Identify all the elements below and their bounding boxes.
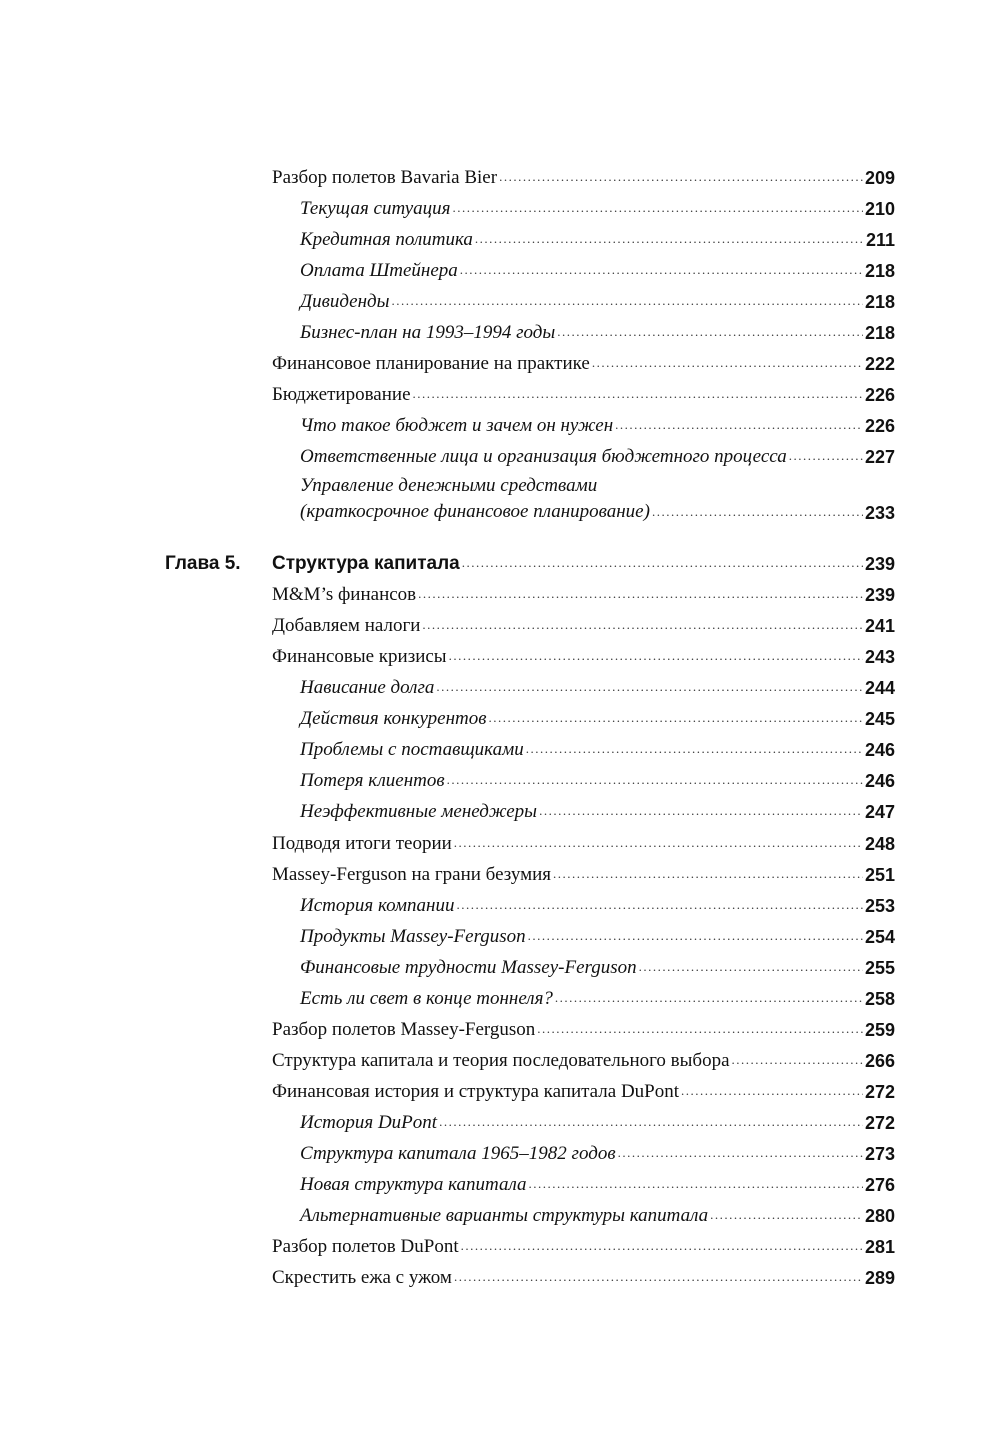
toc-entry-title: M&M’s финансов: [272, 584, 417, 605]
toc-entry-title: Разбор полетов Massey-Ferguson: [272, 1019, 536, 1040]
dot-leader: [475, 229, 864, 249]
toc-entry-title-line: Управление денежными средствами: [300, 475, 598, 496]
dot-leader: [681, 1081, 863, 1101]
toc-subentry: [300, 888, 895, 918]
toc-entry: [272, 377, 895, 407]
toc-page-number: 251: [864, 865, 895, 885]
toc-entry-title: Дивиденды: [300, 291, 390, 312]
toc-page-number: 255: [864, 958, 895, 978]
toc-page-number: 226: [864, 385, 895, 405]
toc-subentry: [300, 670, 895, 700]
toc-entry-title: Скрестить ежа с ужом: [272, 1267, 452, 1288]
dot-leader: [460, 260, 863, 280]
toc-subentry: [300, 284, 895, 314]
dot-leader: [422, 615, 863, 635]
toc-entry: [272, 857, 895, 887]
toc-subentry: [300, 222, 895, 252]
toc-entry: [272, 1043, 895, 1073]
chapter-title: Структура капитала: [272, 553, 460, 574]
toc-page-number: 266: [864, 1051, 895, 1071]
dot-leader: [436, 677, 863, 697]
toc-subentry: [300, 1198, 895, 1228]
toc-subentry: [300, 439, 895, 469]
dot-leader: [447, 770, 863, 790]
toc-page-number: 253: [864, 896, 895, 916]
toc-entry: [272, 1012, 895, 1042]
toc-page-number: 258: [864, 989, 895, 1009]
toc-page-number: 210: [864, 199, 895, 219]
dot-leader: [418, 584, 863, 604]
toc-subentry: [300, 1167, 895, 1197]
toc-subentry: [300, 794, 895, 824]
toc-page-number: 273: [864, 1144, 895, 1164]
dot-leader: [462, 553, 863, 573]
toc-entry-title: Бизнес-план на 1993–1994 годы: [300, 322, 556, 343]
toc-page-number: 281: [864, 1237, 895, 1257]
dot-leader: [499, 167, 863, 187]
toc-entry-title: Текущая ситуация: [300, 198, 451, 219]
toc-page-number: 239: [864, 585, 895, 605]
toc-page-number: 222: [864, 354, 895, 374]
toc-page-number: 218: [864, 261, 895, 281]
dot-leader: [639, 957, 863, 977]
toc-page-number: 276: [864, 1175, 895, 1195]
toc-entry-title: Потеря клиентов: [300, 770, 445, 791]
dot-leader: [413, 384, 863, 404]
dot-leader: [710, 1205, 863, 1225]
toc-subentry: [300, 701, 895, 731]
toc-entry: [272, 608, 895, 638]
dot-leader: [392, 291, 863, 311]
toc-subentry: [300, 191, 895, 221]
toc-page-number: 226: [864, 416, 895, 436]
toc-page-number: 227: [864, 447, 895, 467]
toc-subentry: [300, 919, 895, 949]
toc-entry: [272, 1074, 895, 1104]
toc-subentry: [300, 732, 895, 762]
toc-page-number: 239: [864, 554, 895, 574]
dot-leader: [652, 502, 863, 522]
dot-leader: [526, 739, 863, 759]
dot-leader: [555, 988, 863, 1008]
dot-leader: [454, 833, 863, 853]
dot-leader: [789, 446, 863, 466]
dot-leader: [454, 1267, 863, 1287]
toc-subentry: [300, 408, 895, 438]
toc-page-number: 254: [864, 927, 895, 947]
toc-entry-title: Нависание долга: [300, 677, 435, 698]
toc-subentry: [300, 950, 895, 980]
toc-entry-title-line: (краткосрочное финансовое планирование): [300, 501, 650, 522]
toc-entry: [272, 639, 895, 669]
toc-entry: [272, 577, 895, 607]
toc-page-number: 289: [864, 1268, 895, 1288]
toc-subentry: [300, 981, 895, 1011]
toc-entry-title: Что такое бюджет и зачем он нужен: [300, 415, 614, 436]
dot-leader: [537, 1019, 863, 1039]
toc-entry-title: Финансовые кризисы: [272, 646, 447, 667]
toc-subentry: [300, 763, 895, 793]
toc-entry-title: Структура капитала 1965–1982 годов: [300, 1143, 616, 1164]
toc-entry-title: Структура капитала и теория последовательного выбора: [272, 1050, 730, 1071]
toc-page-number: 244: [864, 678, 895, 698]
toc-entry-title: Продукты Massey-Ferguson: [300, 926, 526, 947]
toc-entry-title: Неэффективные менеджеры: [300, 801, 538, 822]
toc-page-number: 272: [864, 1113, 895, 1133]
toc-page-number: 218: [864, 292, 895, 312]
toc-entry: [272, 1260, 895, 1290]
dot-leader: [553, 864, 863, 884]
dot-leader: [539, 801, 863, 821]
toc-page-number: 241: [864, 616, 895, 636]
toc-entry-title: Финансовые трудности Massey-Ferguson: [300, 957, 637, 978]
toc-entry-title: Бюджетирование: [272, 384, 411, 405]
dot-leader: [449, 646, 863, 666]
dot-leader: [732, 1050, 863, 1070]
dot-leader: [592, 353, 863, 373]
chapter-label: Глава 5.: [165, 553, 241, 574]
toc-page-number: 233: [864, 503, 895, 523]
toc-subentry: [300, 253, 895, 283]
toc-entry: [272, 1229, 895, 1259]
toc-page-number: 245: [864, 709, 895, 729]
toc-entry-title: Есть ли свет в конце тоннеля?: [300, 988, 553, 1009]
toc-page-number: 246: [864, 740, 895, 760]
toc-page-number: 259: [864, 1020, 895, 1040]
toc-subentry: [300, 1136, 895, 1166]
toc-subentry: [300, 315, 895, 345]
toc-entry-title: Кредитная политика: [300, 229, 473, 250]
toc-entry-title: [300, 473, 650, 525]
dot-leader: [528, 926, 863, 946]
toc-entry: [272, 346, 895, 376]
toc-page-number: 246: [864, 771, 895, 791]
dot-leader: [452, 198, 862, 218]
toc-entry: [272, 160, 895, 190]
toc-entry-title: Действия конкурентов: [300, 708, 487, 729]
dot-leader: [528, 1174, 862, 1194]
toc-subentry: [300, 1105, 895, 1135]
toc-chapter-entry: [272, 546, 895, 576]
toc-page-number: 280: [864, 1206, 895, 1226]
toc-page-number: 272: [864, 1082, 895, 1102]
toc-page-number: 243: [864, 647, 895, 667]
toc-entry-title: Ответственные лица и организация бюджетного процесса: [300, 446, 787, 467]
toc-entry-title: Альтернативные варианты структуры капитала: [300, 1205, 709, 1226]
toc-entry-title: История DuPont: [300, 1112, 438, 1133]
toc-entry-title: Оплата Штейнера: [300, 260, 458, 281]
toc-entry-title: Финансовое планирование на практике: [272, 353, 590, 374]
dot-leader: [557, 322, 863, 342]
toc-entry-title: История компании: [300, 895, 455, 916]
dot-leader: [489, 708, 863, 728]
toc-entry-title: Новая структура капитала: [300, 1174, 527, 1195]
dot-leader: [461, 1236, 863, 1256]
dot-leader: [615, 415, 863, 435]
toc-subentry: [300, 469, 895, 525]
toc-page-number: 248: [864, 834, 895, 854]
toc-page-number: 247: [864, 802, 895, 822]
dot-leader: [618, 1143, 863, 1163]
toc-entry: [272, 826, 895, 856]
toc-page-number: 218: [864, 323, 895, 343]
toc-entry-title: Разбор полетов Bavaria Bier: [272, 167, 498, 188]
toc-page-number: 211: [865, 230, 895, 250]
toc-entry-title: Добавляем налоги: [272, 615, 421, 636]
dot-leader: [439, 1112, 863, 1132]
toc-entry-title: Финансовая история и структура капитала DuPont: [272, 1081, 680, 1102]
toc-entry-title: Подводя итоги теории: [272, 833, 452, 854]
toc-page-number: 209: [864, 168, 895, 188]
toc-entry-title: Massey-Ferguson на грани безумия: [272, 864, 552, 885]
dot-leader: [456, 895, 863, 915]
toc-entry-title: Проблемы с поставщиками: [300, 739, 524, 760]
toc-entry-title: Разбор полетов DuPont: [272, 1236, 459, 1257]
